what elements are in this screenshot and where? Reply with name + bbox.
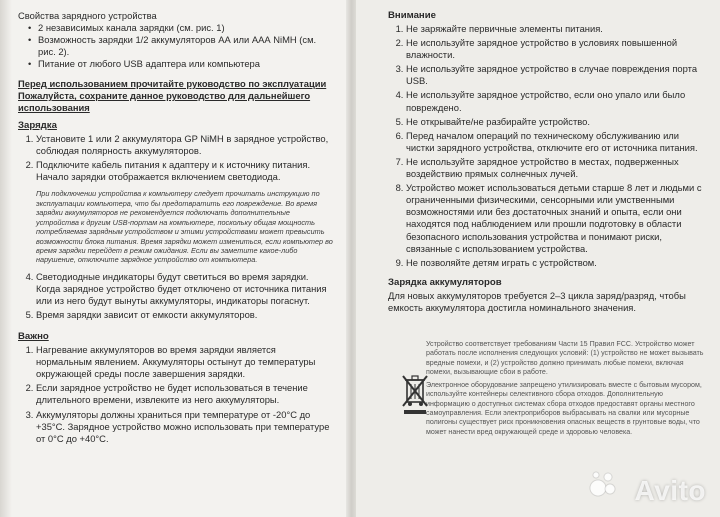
list-item: 8. Устройство может использоваться детьми старше 8 лет и людьми с ограниченными физическими, сенсорными или умственными возможностями или без достаточных знаний и опыта, если они находятся под наблюдением или прошли подготовку в области безопасного использования устройства и понимают риски, связанные с использованием устройства. bbox=[406, 182, 704, 255]
list-item: 9. Не позволяйте детям играть с устройством. bbox=[406, 257, 704, 269]
list-item: • 2 независимых канала зарядки (см. рис. 1) bbox=[38, 22, 334, 34]
list-item: 3. Не используйте зарядное устройство в случае повреждения порта USB. bbox=[406, 63, 704, 87]
list-item: 4. Не используйте зарядное устройство, если оно упало или было повреждено. bbox=[406, 89, 704, 113]
right-page bbox=[356, 0, 720, 517]
features-list bbox=[18, 22, 334, 70]
important-list bbox=[18, 344, 334, 445]
list-item: 5. Время зарядки зависит от емкости аккумуляторов. bbox=[36, 309, 334, 321]
left-page bbox=[0, 0, 348, 517]
list-item: • Питание от любого USB адаптера или компьютера bbox=[38, 58, 334, 70]
features-title: Свойства зарядного устройства bbox=[18, 10, 157, 21]
charging-steps-continued bbox=[18, 271, 334, 321]
list-item: 7. Не используйте зарядное устройство в местах, подверженных воздействию прямых солнечных лучей. bbox=[406, 156, 704, 180]
charging-steps bbox=[18, 133, 334, 183]
list-item: 5. Не открывайте/не разбирайте устройство. bbox=[406, 116, 704, 128]
list-item: 6. Перед началом операций по техническому обслуживанию или чистки зарядного устройства, отключите его от источника питания. bbox=[406, 130, 704, 154]
battery-text: Для новых аккумуляторов требуется 2–3 цикла заряд/разряд, чтобы емкость аккумулятора достигла номинального значения. bbox=[388, 289, 686, 313]
warning-list bbox=[388, 23, 704, 269]
watermark: Avito bbox=[634, 475, 706, 506]
list-item: 1. Установите 1 или 2 аккумулятора GP NiMH в зарядное устройство, соблюдая полярность аккумуляторов. bbox=[36, 133, 334, 157]
battery-title: Зарядка аккумуляторов bbox=[388, 276, 502, 288]
fcc-text: Устройство соответствует требованиям Части 15 Правил FCC. Устройство может работать после исполнения следующих условий: (1) устройство не может вызывать вредные помехи, и (2) устройство должно принимать любые помехи, включая помехи, вызывающие сбои в работе. bbox=[426, 339, 704, 376]
crossed-bin-icon bbox=[400, 372, 430, 416]
charging-title: Зарядка bbox=[18, 120, 57, 132]
list-item: 2. Подключите кабель питания к адаптеру и к источнику питания. Начало зарядки отображается включением светодиода. bbox=[36, 159, 334, 183]
important-title: Важно bbox=[18, 331, 49, 343]
list-item: 2. Не используйте зарядное устройство в условиях повышенной влажности. bbox=[406, 37, 704, 61]
list-item: 2. Если зарядное устройство не будет использоваться в течение длительного времени, извлеките из него аккумуляторы. bbox=[36, 382, 334, 406]
list-item: 4. Светодиодные индикаторы будут светиться во время зарядки. Когда зарядное устройство будет отключено от источника питания или из него будут вынуты аккумуляторы, индикаторы погаснут. bbox=[36, 271, 334, 307]
computer-note: При подключении устройства к компьютеру следует прочитать инструкцию по эксплуатации компьютера, что бы предотвратить его повреждение. Во время зарядки аккумуляторов не рекомендуется подключать дополнительные устройства к другим USB-портам на компьютере, поскольку общая мощность потребляемая зарядным устройством и этими устройствами может превысить возможности блока питания. Время зарядки может измениться, если компьютер во время зарядки перейдет в режим ожидания. Если вы заметите какое-либо нарушение, отключите зарядное устройство от компьютера. bbox=[36, 189, 333, 265]
warning-title: Внимание bbox=[388, 10, 436, 21]
list-item: 3. Аккумуляторы должны храниться при температуре от -20°C до +35°C. Зарядное устройство можно использовать при температуре от 0°C до +40°C. bbox=[36, 409, 334, 445]
intro-text: Перед использованием прочитайте руководство по эксплуатации Пожалуйста, сохраните данное руководство для дальнейшего использования bbox=[18, 78, 327, 114]
list-item: 1. Не заряжайте первичные элементы питания. bbox=[406, 23, 704, 35]
avito-logo-icon bbox=[588, 469, 618, 499]
list-item: 1. Нагревание аккумуляторов во время зарядки является нормальным явлением. Аккумуляторы остынут до температуры окружающей среды после завершения зарядки. bbox=[36, 344, 334, 380]
list-item: • Возможность зарядки 1/2 аккумуляторов АА или ААА NiMH (см. рис. 2). bbox=[38, 34, 334, 58]
disposal-text: Электронное оборудование запрещено утилизировать вместе с бытовым мусором, используйте контейнеры селективного сбора отходов. Дополнительную информацию о доступных системах сбора отходов предоставят органы местного самоуправления. Если электроприборов выбрасывать на свалки или мусорные полигоны существует риск проникновения опасных веществ в грунтовые воды, что может нанести вред окружающей среде и здоровью человека. bbox=[426, 381, 702, 436]
